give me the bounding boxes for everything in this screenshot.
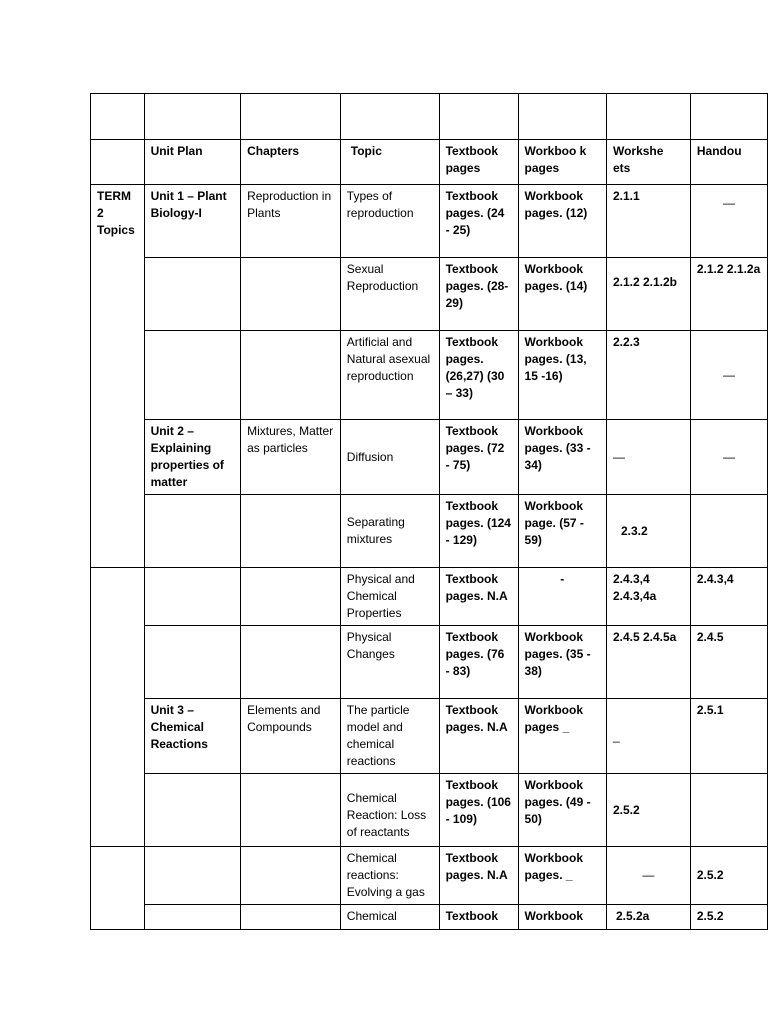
unit-plan-table: [90, 93, 768, 930]
chapter-cell: Elements and Compounds: [241, 699, 341, 774]
worksheets-cell: 2.4.5 2.4.5a: [606, 626, 690, 699]
table-row: [91, 331, 768, 420]
worksheets-cell: 2.1.1: [606, 185, 690, 258]
workbook-cell: Workbook pages. (33 - 34): [518, 420, 606, 495]
unit-cell: [144, 331, 241, 420]
textbook-cell: Textbook pages. N.A: [439, 699, 518, 774]
workbook-cell: Workbook pages. (13, 15 -16): [518, 331, 606, 420]
workbook-cell: Workbook pages. (35 - 38): [518, 626, 606, 699]
chapter-cell: Mixtures, Matter as particles: [241, 420, 341, 495]
handouts-cell: 2.4.3,4: [690, 568, 767, 626]
topic-cell: Physical Changes: [340, 626, 439, 699]
table-row: [91, 626, 768, 699]
handouts-cell: 2.5.2: [690, 905, 767, 930]
handouts-cell: 2.5.1: [690, 699, 767, 774]
unit-cell: Unit 2 – Explaining properties of matter: [144, 420, 241, 495]
handouts-cell: 2.1.2 2.1.2a: [690, 258, 767, 331]
workbook-cell: Workbook pages. (49 - 50): [518, 774, 606, 847]
workbook-cell: Workbook pages. (14): [518, 258, 606, 331]
unit-cell: [144, 495, 241, 568]
topic-cell: Artificial and Natural asexual reproduction: [340, 331, 439, 420]
table-row: [91, 568, 768, 626]
worksheets-cell: 2.2.3: [606, 331, 690, 420]
unit-cell: [144, 626, 241, 699]
worksheets-cell: _: [606, 699, 690, 774]
empty-header-row: [91, 94, 768, 140]
col-header-chapters: Chapters: [241, 140, 341, 185]
handouts-cell: [690, 495, 767, 568]
unit-cell: Unit 3 – Chemical Reactions: [144, 699, 241, 774]
chapter-cell: [241, 905, 341, 930]
unit-cell: [144, 847, 241, 905]
table-row: [91, 774, 768, 847]
textbook-cell: Textbook pages. (76 - 83): [439, 626, 518, 699]
handouts-cell: —: [690, 420, 767, 495]
col-header-handouts: Handou: [690, 140, 767, 185]
workbook-cell: Workbook pages _: [518, 699, 606, 774]
unit-cell: [144, 568, 241, 626]
term-blank-cell: [91, 847, 145, 930]
chapter-cell: [241, 626, 341, 699]
col-header-textbook-pages: Textbook pages: [439, 140, 518, 185]
table-row: [91, 185, 768, 258]
col-header-unit-plan: Unit Plan: [144, 140, 241, 185]
table-row: [91, 258, 768, 331]
unit-cell: [144, 905, 241, 930]
handouts-cell: 2.5.2: [690, 847, 767, 905]
chapter-cell: [241, 258, 341, 331]
term-label: TERM 2 Topics: [91, 185, 145, 568]
worksheets-cell: 2.1.2 2.1.2b: [606, 258, 690, 331]
handouts-cell: —: [690, 185, 767, 258]
table-row: [91, 495, 768, 568]
chapter-cell: [241, 774, 341, 847]
topic-cell: Physical and Chemical Properties: [340, 568, 439, 626]
col-header-workbook-pages: Workboo k pages: [518, 140, 606, 185]
chapter-cell: [241, 331, 341, 420]
chapter-cell: [241, 847, 341, 905]
textbook-cell: Textbook: [439, 905, 518, 930]
table-row: [91, 847, 768, 905]
col-header-topic: Topic: [340, 140, 439, 185]
topic-cell: Separating mixtures: [340, 495, 439, 568]
unit-cell: Unit 1 – Plant Biology-I: [144, 185, 241, 258]
table-row: [91, 420, 768, 495]
topic-cell: Types of reproduction: [340, 185, 439, 258]
worksheets-cell: 2.5.2a: [606, 905, 690, 930]
workbook-cell: -: [518, 568, 606, 626]
textbook-cell: Textbook pages. (124 - 129): [439, 495, 518, 568]
worksheets-cell: 2.5.2: [606, 774, 690, 847]
worksheets-cell: —: [606, 420, 690, 495]
workbook-cell: Workbook pages. _: [518, 847, 606, 905]
worksheets-cell: 2.3.2: [606, 495, 690, 568]
textbook-cell: Textbook pages. (106 - 109): [439, 774, 518, 847]
textbook-cell: Textbook pages. N.A: [439, 568, 518, 626]
col-header-worksheets: Workshe ets: [606, 140, 690, 185]
chapter-cell: Reproduction in Plants: [241, 185, 341, 258]
topic-cell: Diffusion: [340, 420, 439, 495]
unit-cell: [144, 258, 241, 331]
worksheets-cell: 2.4.3,4 2.4.3,4a: [606, 568, 690, 626]
topic-cell: Chemical Reaction: Loss of reactants: [340, 774, 439, 847]
textbook-cell: Textbook pages. (28-29): [439, 258, 518, 331]
topic-cell: The particle model and chemical reactions: [340, 699, 439, 774]
textbook-cell: Textbook pages. (24 - 25): [439, 185, 518, 258]
chapter-cell: [241, 495, 341, 568]
handouts-cell: 2.4.5: [690, 626, 767, 699]
workbook-cell: Workbook page. (57 - 59): [518, 495, 606, 568]
topic-cell: Sexual Reproduction: [340, 258, 439, 331]
handouts-cell: [690, 774, 767, 847]
handouts-cell: —: [690, 331, 767, 420]
textbook-cell: Textbook pages. (72 - 75): [439, 420, 518, 495]
table-row: [91, 699, 768, 774]
textbook-cell: Textbook pages. N.A: [439, 847, 518, 905]
topic-cell: Chemical: [340, 905, 439, 930]
workbook-cell: Workbook pages. (12): [518, 185, 606, 258]
table-row: [91, 905, 768, 930]
textbook-cell: Textbook pages. (26,27) (30 – 33): [439, 331, 518, 420]
header-row: [91, 140, 768, 185]
topic-cell: Chemical reactions: Evolving a gas: [340, 847, 439, 905]
worksheets-cell: —: [606, 847, 690, 905]
term-blank-cell: [91, 568, 145, 847]
chapter-cell: [241, 568, 341, 626]
workbook-cell: Workbook: [518, 905, 606, 930]
unit-cell: [144, 774, 241, 847]
